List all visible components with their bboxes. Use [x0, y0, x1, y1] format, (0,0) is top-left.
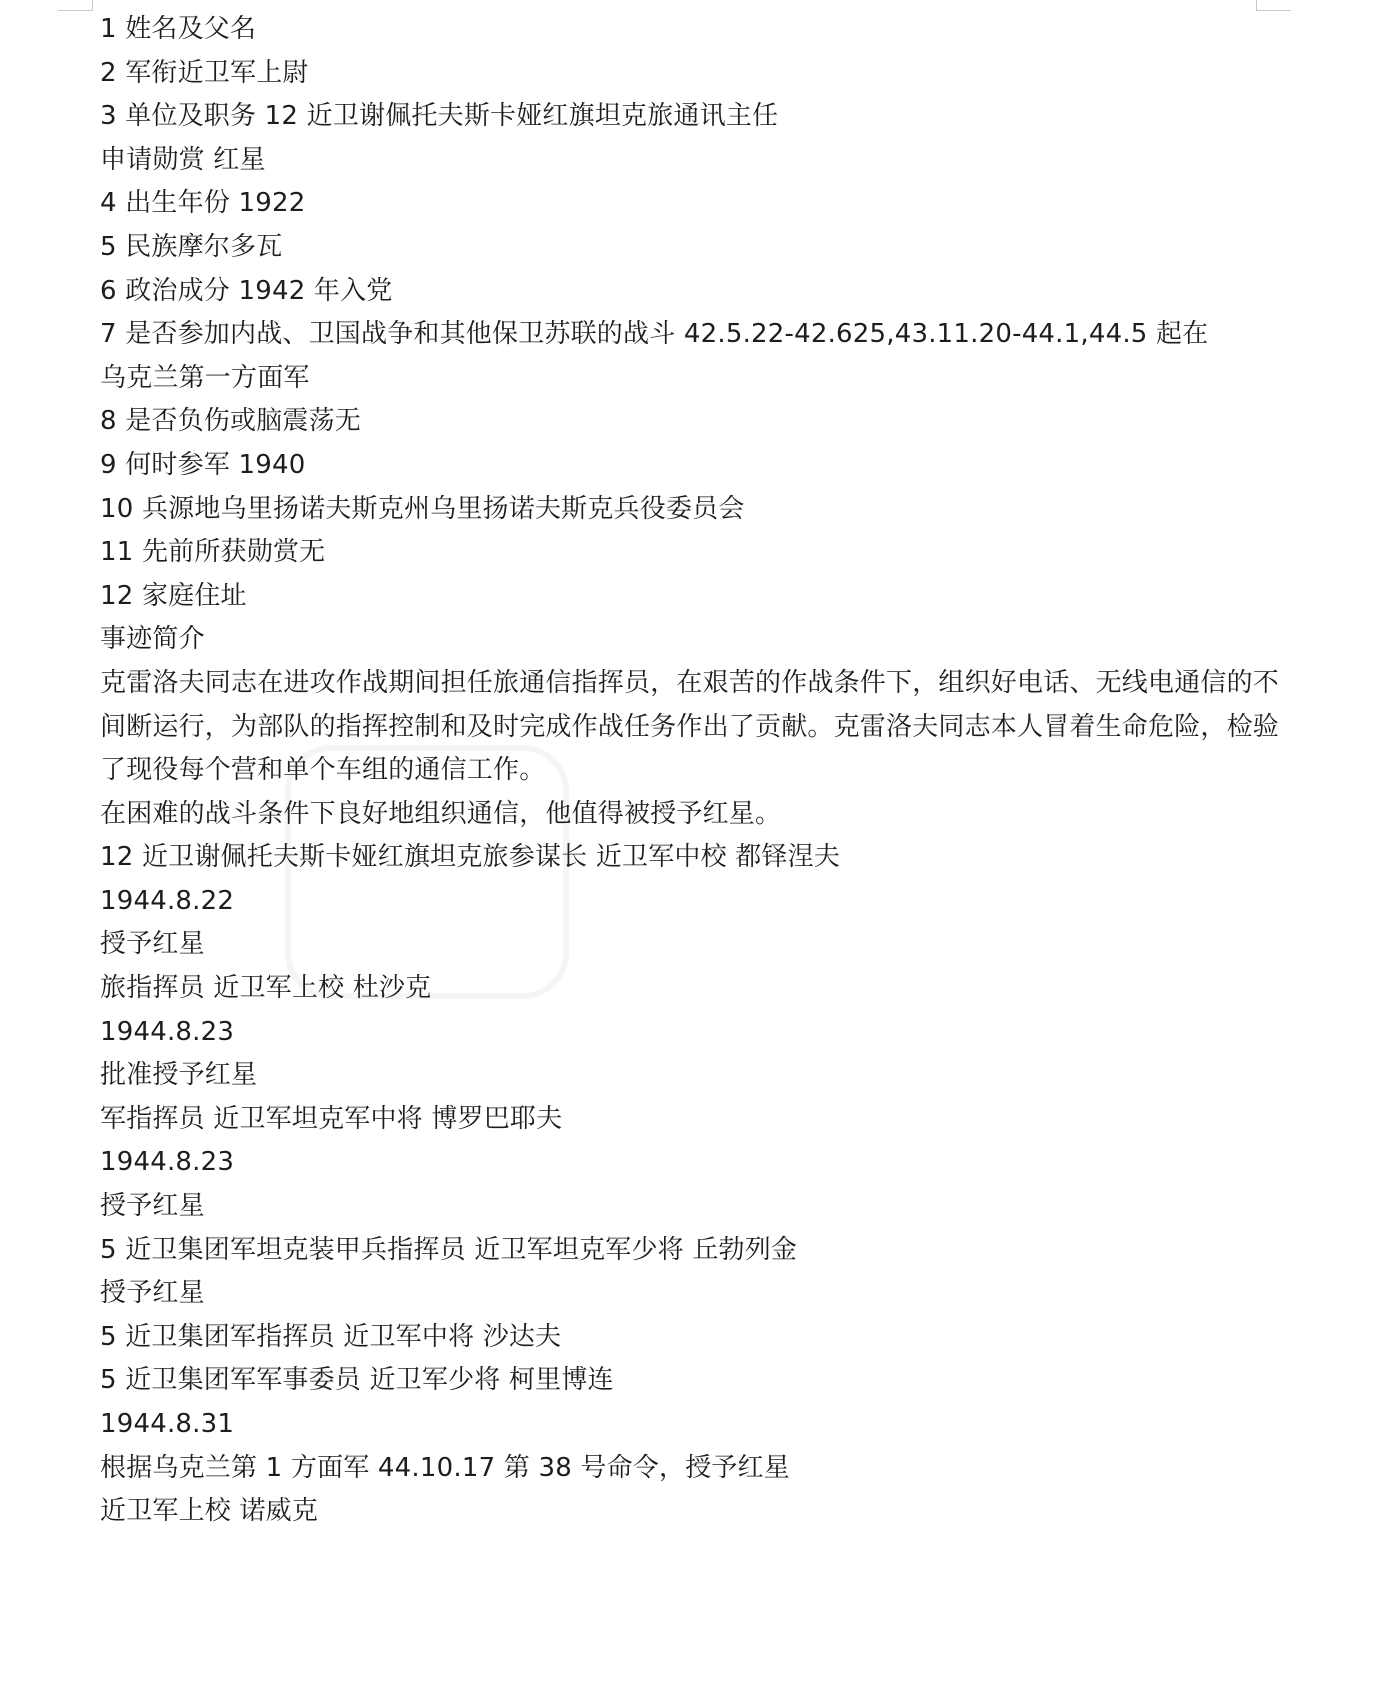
page-corner-mark-left: [58, 0, 93, 11]
date-line: 1944.8.23: [100, 1016, 235, 1047]
decision-line: 授予红星: [100, 1191, 205, 1222]
section-heading-deeds: 事迹简介: [100, 624, 205, 655]
signature-military-council-member: 5 近卫集团军军事委员 近卫军少将 柯里博连: [100, 1365, 614, 1396]
date-line: 1944.8.22: [100, 885, 235, 916]
signature-final: 近卫军上校 诺威克: [100, 1496, 319, 1527]
decision-line: 批准授予红星: [100, 1060, 258, 1091]
field-nationality: 5 民族摩尔多瓦: [100, 231, 283, 262]
field-combat-participation: 7 是否参加内战、卫国战争和其他保卫苏联的战斗 42.5.22-42.625,43.11.20-44.1,44.5 起在: [100, 319, 1209, 350]
signature-chief-of-staff: 12 近卫谢佩托夫斯卡娅红旗坦克旅参谋长 近卫军中校 都铎涅夫: [100, 842, 841, 873]
date-line: 1944.8.23: [100, 1147, 235, 1178]
signature-armor-commander: 5 近卫集团军坦克装甲兵指挥员 近卫军坦克军少将 丘勃列金: [100, 1234, 798, 1265]
field-birth-year: 4 出生年份 1922: [100, 188, 306, 219]
field-enlistment-year: 9 何时参军 1940: [100, 449, 306, 480]
field-award-requested: 申请勋赏 红星: [100, 144, 266, 175]
field-combat-participation-cont: 乌克兰第一方面军: [100, 362, 310, 393]
signature-army-commander: 5 近卫集团军指挥员 近卫军中将 沙达夫: [100, 1321, 562, 1352]
field-previous-awards: 11 先前所获勋赏无: [100, 537, 326, 568]
field-recruitment-office: 10 兵源地乌里扬诺夫斯克州乌里扬诺夫斯克兵役委员会: [100, 493, 745, 524]
order-reference-line: 根据乌克兰第 1 方面军 44.10.17 第 38 号命令，授予红星: [100, 1452, 790, 1483]
field-wounds: 8 是否负伤或脑震荡无: [100, 406, 362, 437]
decision-line: 授予红星: [100, 929, 205, 960]
date-line: 1944.8.31: [100, 1409, 235, 1439]
field-party-membership: 6 政治成分 1942 年入党: [100, 275, 393, 306]
field-rank: 2 军衔近卫军上尉: [100, 57, 309, 88]
deeds-conclusion: 在困难的战斗条件下良好地组织通信，他值得被授予红星。: [100, 798, 782, 829]
signature-corps-commander: 军指挥员 近卫军坦克军中将 博罗巴耶夫: [100, 1103, 563, 1134]
field-unit-position: 3 单位及职务 12 近卫谢佩托夫斯卡娅红旗坦克旅通讯主任: [100, 101, 779, 132]
deeds-paragraph: 克雷洛夫同志在进攻作战期间担任旅通信指挥员，在艰苦的作战条件下，组织好电话、无线电通信的不间断运行，为部队的指挥控制和及时完成作战任务作出了贡献。克雷洛夫同志本人冒着生命危险，检验了现役每个营和单个车组的通信工作。: [100, 667, 1280, 786]
decision-line: 授予红星: [100, 1278, 205, 1309]
signature-brigade-commander: 旅指挥员 近卫军上校 杜沙克: [100, 973, 432, 1004]
field-home-address: 12 家庭住址: [100, 580, 247, 611]
document-page: [100, 8, 1290, 1534]
field-name: 1 姓名及父名: [100, 14, 257, 44]
